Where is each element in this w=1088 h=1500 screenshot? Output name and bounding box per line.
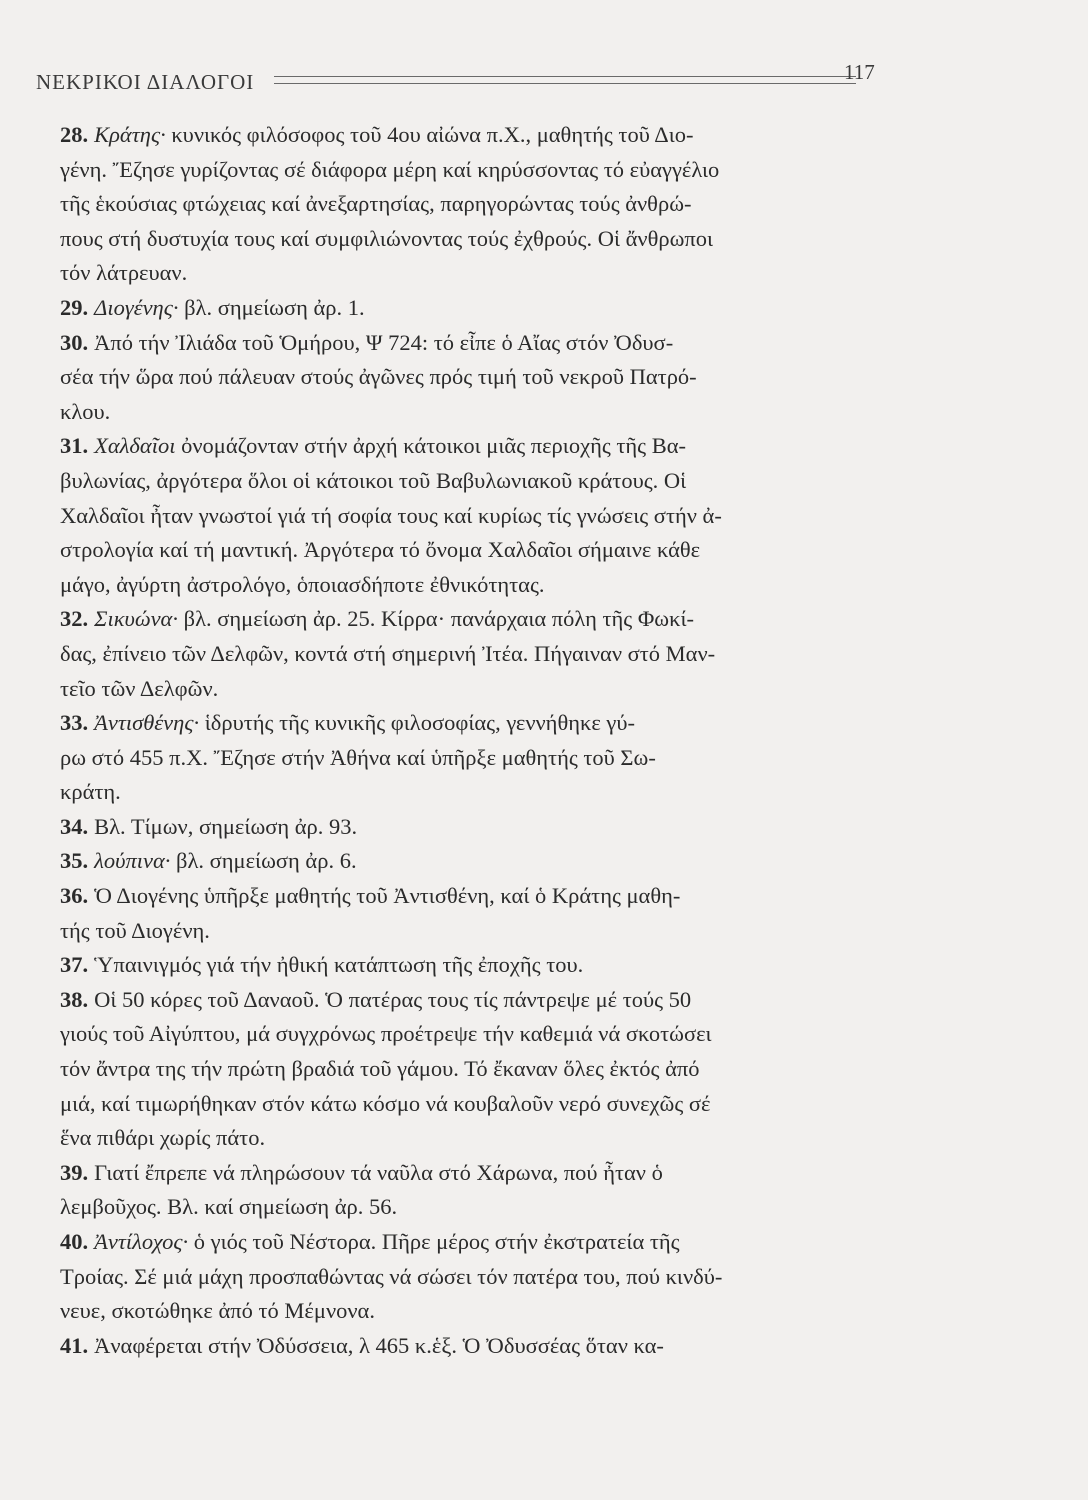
- endnote-line: [60, 291, 890, 326]
- endnote-line: [60, 499, 890, 534]
- endnote-number: 32.: [60, 606, 89, 632]
- endnote-number: 36.: [60, 883, 89, 909]
- endnote-text: Ὑπαινιγμός γιά τήν ἠθική κατάπτωση τῆς ἐποχῆς του.: [94, 952, 584, 978]
- endnote-text: Ἀναφέρεται στήν Ὀδύσσεια, λ 465 κ.ἑξ. Ὁ Ὀδυσσέας ὅταν κα-: [94, 1332, 664, 1358]
- running-title: ΝΕΚΡΙΚΟΙ ΔΙΑΛΟΓΟΙ: [36, 70, 255, 94]
- endnote-number: 39.: [60, 1159, 89, 1185]
- endnote-line: [60, 533, 890, 568]
- endnote-text: βλ. σημείωση ἀρ. 6.: [170, 848, 357, 874]
- endnote-text: μιά, καί τιμωρήθηκαν στόν κάτω κόσμο νά κουβαλοῦν νερό συνεχῶς σέ: [60, 1090, 711, 1116]
- endnote-text: Ὁ Διογένης ὑπῆρξε μαθητής τοῦ Ἀντισθένη, καί ὁ Κράτης μαθη-: [94, 883, 681, 909]
- endnote-term: λούπινα·: [94, 848, 171, 874]
- endnote: [60, 602, 890, 706]
- endnote-text: Οἱ 50 κόρες τοῦ Δαναοῦ. Ὁ πατέρας τους τίς πάντρεψε μέ τούς 50: [94, 986, 692, 1012]
- endnote: [60, 326, 890, 430]
- endnote: [60, 810, 890, 845]
- endnote-term: Ἀντίλοχος·: [94, 1229, 189, 1254]
- endnote: [60, 1225, 890, 1329]
- endnote-line: [60, 706, 890, 741]
- endnote-text: Γιατί ἔπρεπε νά πληρώσουν τά ναῦλα στό Χάρωνα, πού ἦταν ὁ: [94, 1159, 663, 1185]
- endnote-text: βυλωνίας, ἀργότερα ὅλοι οἱ κάτοικοι τοῦ Βαβυλωνιακοῦ κράτους. Οἱ: [60, 467, 687, 493]
- endnote-term: Χαλδαῖοι: [94, 433, 176, 459]
- endnote-line: [60, 844, 890, 879]
- endnote-line: [60, 1260, 890, 1295]
- endnote-line: [60, 948, 890, 983]
- endnote-text: λεμβοῦχος. Βλ. καί σημείωση ἀρ. 56.: [60, 1194, 398, 1220]
- endnote-number: 28.: [60, 122, 89, 147]
- endnote-text: τόν ἄντρα της τήν πρώτη βραδιά τοῦ γάμου. Τό ἔκαναν ὅλες ἐκτός ἀπό: [60, 1056, 700, 1082]
- endnote-line: [60, 1294, 890, 1329]
- endnote-line: [60, 326, 890, 361]
- endnote: [60, 429, 890, 602]
- endnote-line: [60, 118, 890, 153]
- endnote-text: τής τοῦ Διογένη.: [60, 917, 210, 943]
- endnote-text: κυνικός φιλόσοφος τοῦ 4ου αἰώνα π.Χ., μαθητής τοῦ Διο-: [165, 122, 694, 147]
- endnote-line: [60, 1225, 890, 1260]
- endnote-term: Κράτης·: [94, 122, 166, 147]
- endnote-text: πους στή δυστυχία τους καί συμφιλιώνοντας τούς ἐχθρούς. Οἱ ἄνθρωποι: [60, 225, 714, 251]
- endnote-line: [60, 1329, 890, 1364]
- endnote-line: [60, 1087, 890, 1122]
- endnote-line: [60, 637, 890, 672]
- endnote-line: [60, 879, 890, 914]
- endnote-line: [60, 187, 890, 222]
- endnote-line: [60, 1052, 890, 1087]
- endnote-text: Ἀπό τήν Ἰλιάδα τοῦ Ὁμήρου, Ψ 724: τό εἶπε ὁ Αἴας στόν Ὀδυσ-: [94, 329, 674, 355]
- endnote: [60, 706, 890, 810]
- endnote-line: [60, 810, 890, 845]
- endnote-number: 38.: [60, 986, 89, 1012]
- endnote-text: βλ. σημείωση ἀρ. 25. Κίρρα· πανάρχαια πόλη τῆς Φωκί-: [178, 606, 694, 632]
- endnote-text: γιούς τοῦ Αἰγύπτου, μά συγχρόνως προέτρεψε τήν καθεμιά νά σκοτώσει: [60, 1021, 712, 1047]
- endnote-text: τεῖο τῶν Δελφῶν.: [60, 675, 219, 701]
- endnote-line: [60, 983, 890, 1018]
- endnote-line: [60, 395, 890, 430]
- endnote-text: ρω στό 455 π.Χ. Ἔζησε στήν Ἀθήνα καί ὑπῆρξε μαθητής τοῦ Σω-: [60, 744, 656, 770]
- endnote-line: [60, 256, 890, 291]
- endnote-text: ὀνομάζονταν στήν ἀρχή κάτοικοι μιᾶς περιοχῆς τῆς Βα-: [175, 433, 687, 459]
- endnote: [60, 1156, 890, 1225]
- endnote: [60, 879, 890, 948]
- endnote-line: [60, 429, 890, 464]
- endnote-text: μάγο, ἀγύρτη ἀστρολόγο, ὁποιασδήποτε ἐθνικότητας.: [60, 571, 545, 597]
- endnote-line: [60, 914, 890, 949]
- endnote-text: γένη. Ἔζησε γυρίζοντας σέ διάφορα μέρη καί κηρύσσοντας τό εὐαγγέλιο: [60, 156, 720, 182]
- endnote-line: [60, 1190, 890, 1225]
- endnote-text: στρολογία καί τή μαντική. Ἀργότερα τό ὄνομα Χαλδαῖοι σήμαινε κάθε: [60, 537, 701, 563]
- endnote-text: νευε, σκοτώθηκε ἀπό τό Μέμνονα.: [60, 1298, 375, 1324]
- endnote-line: [60, 153, 890, 188]
- endnote-number: 30.: [60, 329, 89, 355]
- endnote-text: κλου.: [60, 398, 111, 424]
- page-number: 117: [844, 60, 875, 84]
- endnote-number: 35.: [60, 848, 89, 874]
- endnote-line: [60, 568, 890, 603]
- endnote-line: [60, 602, 890, 637]
- endnote-text: τῆς ἑκούσιας φτώχειας καί ἀνεξαρτησίας, παρηγορώντας τούς ἀνθρώ-: [60, 191, 692, 217]
- endnote-line: [60, 741, 890, 776]
- endnote-line: [60, 360, 890, 395]
- endnote-number: 33.: [60, 710, 89, 736]
- endnote: [60, 291, 890, 326]
- endnote-line: [60, 222, 890, 257]
- endnote: [60, 118, 890, 291]
- endnote-number: 41.: [60, 1332, 89, 1358]
- endnote-number: 37.: [60, 952, 89, 978]
- endnote-number: 34.: [60, 813, 89, 839]
- endnote-number: 31.: [60, 433, 89, 459]
- endnote: [60, 983, 890, 1156]
- endnotes-list: [60, 118, 890, 1363]
- endnote-text: Τροίας. Σέ μιά μάχη προσπαθώντας νά σώσει τόν πατέρα του, πού κινδύ-: [60, 1263, 723, 1289]
- page-header: [36, 58, 881, 98]
- endnote-line: [60, 672, 890, 707]
- endnote-line: [60, 464, 890, 499]
- endnote-text: βλ. σημείωση ἀρ. 1.: [178, 294, 365, 320]
- endnote-term: Ἀντισθένης·: [94, 710, 200, 736]
- endnote: [60, 1329, 890, 1364]
- endnote-number: 29.: [60, 294, 89, 320]
- endnote: [60, 948, 890, 983]
- endnote-line: [60, 775, 890, 810]
- endnote-line: [60, 1017, 890, 1052]
- endnote-text: Βλ. Τίμων, σημείωση ἀρ. 93.: [94, 813, 358, 839]
- endnote-line: [60, 1156, 890, 1191]
- endnote-text: σέα τήν ὥρα πού πάλευαν στούς ἀγῶνες πρός τιμή τοῦ νεκροῦ Πατρό-: [60, 364, 697, 390]
- endnote: [60, 844, 890, 879]
- endnote-term: Σικυώνα·: [94, 606, 178, 632]
- endnote-number: 40.: [60, 1229, 89, 1254]
- endnote-text: ἕνα πιθάρι χωρίς πάτο.: [60, 1125, 266, 1151]
- endnote-text: ἱδρυτής τῆς κυνικῆς φιλοσοφίας, γεννήθηκε γύ-: [199, 710, 635, 736]
- endnote-line: [60, 1121, 890, 1156]
- endnote-text: κράτη.: [60, 779, 121, 805]
- endnote-text: τόν λάτρευαν.: [60, 260, 188, 286]
- endnote-term: Διογένης·: [94, 294, 179, 320]
- endnote-text: ὁ γιός τοῦ Νέστορα. Πῆρε μέρος στήν ἐκστρατεία τῆς: [188, 1229, 680, 1254]
- header-double-rule: [274, 76, 856, 84]
- endnote-text: Χαλδαῖοι ἦταν γνωστοί γιά τή σοφία τους καί κυρίως τίς γνώσεις στήν ἀ-: [60, 502, 722, 528]
- endnote-text: δας, ἐπίνειο τῶν Δελφῶν, κοντά στή σημερινή Ἰτέα. Πήγαιναν στό Μαν-: [60, 640, 716, 666]
